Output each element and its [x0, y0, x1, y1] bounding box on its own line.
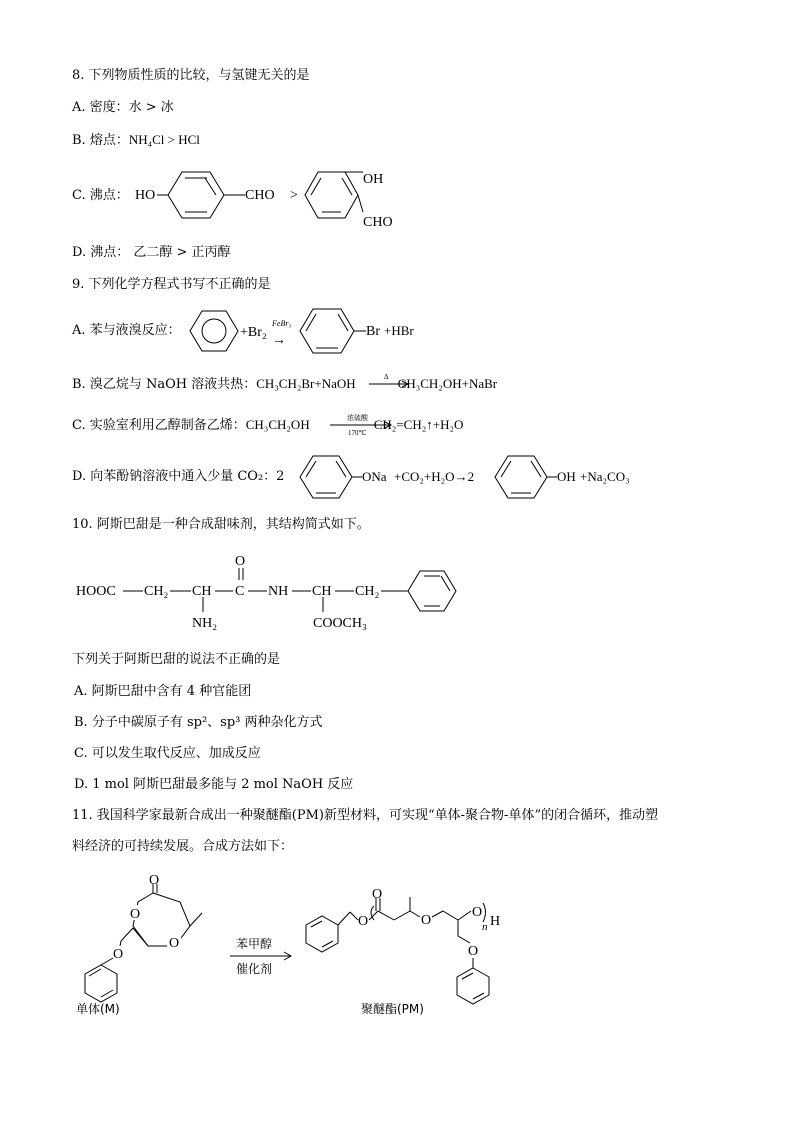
q10-ch-b: CH — [312, 584, 332, 599]
q9-b-condition: Δ — [384, 373, 389, 381]
q11-monomer-structure — [85, 873, 202, 1002]
q8-option-b: B. 熔点：NH₄Cl > HCl — [72, 132, 200, 148]
q10-o: O — [235, 554, 246, 569]
q8-c-oh: OH — [363, 172, 384, 187]
q10-option-c: C. 可以发生取代反应、加成反应 — [74, 746, 261, 761]
q11-pm-ester-o: O — [358, 914, 369, 929]
q9-c-left: CH₃CH₂OH — [245, 417, 310, 432]
q9-d-mid: +CO₂+H₂O→2 — [394, 469, 475, 484]
q8-b-formula: NH₄Cl > HCl — [128, 132, 200, 147]
q10-nh: NH — [268, 584, 289, 599]
q11-m-ring-o2: O — [169, 936, 180, 951]
q11-pm-carbonyl-o: O — [372, 887, 383, 902]
q11-polymer-structure — [306, 887, 500, 1004]
q9-a-arrow: → — [272, 333, 286, 348]
q8-c-cho-2: CHO — [363, 215, 393, 230]
q9-a-plus-br2: +Br₂ — [240, 325, 267, 340]
q10-option-b: B. 分子中碳原子有 sp²、sp³ 两种杂化方式 — [74, 715, 323, 730]
q10-option-a: A. 阿斯巴甜中含有 4 种官能团 — [74, 684, 252, 699]
q10-ch2-b: CH₂ — [355, 584, 380, 599]
q11-pm-subscript-n: n — [482, 921, 488, 933]
q9-c-right: CH₂=CH₂↑+H₂O — [373, 417, 464, 432]
q10-nh2: NH₂ — [192, 616, 218, 631]
q11-reagent-top: 苯甲醇 — [236, 937, 273, 951]
q8-c-ho: HO — [135, 188, 156, 203]
q11-pm-chain-o: O — [472, 905, 483, 920]
q11-pm-ether-o: O — [421, 913, 432, 928]
q9-a-hbr: +HBr — [384, 323, 414, 338]
q9-c-condition-top: 浓硫酸 — [347, 414, 368, 422]
q11-stem-line1: 11. 我国科学家最新合成出一种聚醚酯(PM)新型材料，可实现“单体-聚合物-单体”的闭合循环，推动塑 — [72, 808, 659, 823]
q9-option-b: B. 溴乙烷与 NaOH 溶液共热：CH₃CH₂Br+NaOH CH₃CH₂OH+NaBr — [72, 376, 498, 392]
q9-d-tail: +Na₂CO₃ — [580, 469, 630, 484]
q8-option-a: A. 密度：水 > 冰 — [72, 100, 174, 115]
q9-stem: 9. 下列化学方程式书写不正确的是 — [72, 277, 271, 292]
q11-pm-phenoxy-o: O — [468, 944, 479, 959]
q9-b-right: CH₃CH₂OH+NaBr — [397, 376, 498, 391]
q8-c-cho: CHO — [245, 188, 275, 203]
q8-option-d: D. 沸点： 乙二醇 > 正丙醇 — [72, 245, 231, 260]
q11-monomer-label: 单体(M) — [76, 1002, 120, 1016]
q9-d-ona: ONa — [362, 469, 387, 484]
q8-option-c-prefix: C. 沸点： — [72, 188, 129, 203]
q11-m-keto-o: O — [149, 873, 160, 888]
q10-cooch3: COOCH₃ — [313, 616, 367, 631]
q11-reagent-bottom: 催化剂 — [236, 962, 273, 976]
q10-stem: 10. 阿斯巴甜是一种合成甜味剂，其结构简式如下。 — [72, 517, 370, 532]
q9-option-a-prefix: A. 苯与液溴反应： — [72, 323, 181, 338]
q9-b-left: CH₃CH₂Br+NaOH — [256, 376, 356, 391]
q10-ch2-a: CH₂ — [144, 584, 169, 599]
q9-option-c: C. 实验室利用乙醇制备乙烯：CH₃CH₂OH CH₂=CH₂↑+H₂O — [72, 417, 464, 433]
q9-a-catalyst: FeBr₃ — [272, 319, 292, 328]
q11-m-ring-o1: O — [130, 907, 141, 922]
q10-hooc: HOOC — [76, 584, 116, 599]
q10-option-d: D. 1 mol 阿斯巴甜最多能与 2 mol NaOH 反应 — [74, 777, 354, 792]
q11-polymer-label: 聚醚酯(PM) — [361, 1002, 424, 1016]
q10-ch-a: CH — [192, 584, 212, 599]
q8-stem: 8. 下列物质性质的比较，与氢键无关的是 — [72, 68, 310, 83]
q9-d-oh: OH — [557, 469, 576, 484]
q11-m-ether-o: O — [113, 947, 124, 962]
q10-lead: 下列关于阿斯巴甜的说法不正确的是 — [72, 652, 281, 667]
q8-c-gt: > — [290, 188, 298, 203]
q9-c-condition-bottom: 170℃ — [348, 429, 367, 437]
q11-stem-line2: 料经济的可持续发展。合成方法如下： — [72, 839, 294, 854]
q11-pm-end-h: H — [490, 914, 501, 929]
q10-c: C — [235, 584, 245, 599]
q9-option-d-prefix: D. 向苯酚钠溶液中通入少量 CO₂：2 — [72, 469, 285, 484]
q9-a-br: Br — [366, 324, 380, 339]
